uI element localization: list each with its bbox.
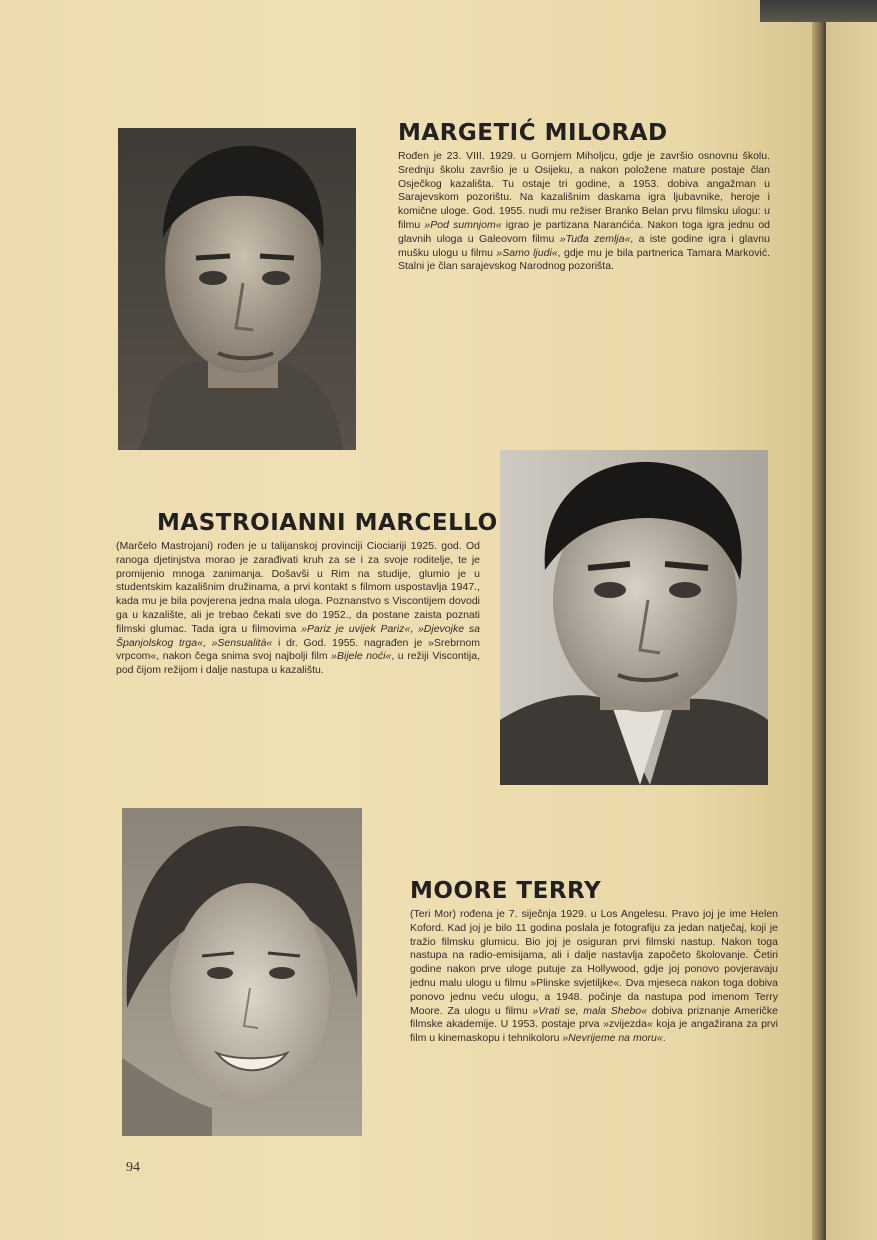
- film-title: »Pod sumnjom«: [424, 218, 502, 231]
- text-part: , u režiji Viscontija, pod čijom režijom i dalje nastupa u kazalištu.: [116, 650, 480, 677]
- page-number: 94: [126, 1160, 140, 1175]
- text-part: Rođen je 23. VIII. 1929. u Gornjem Miholjcu, gdje je završio osnovnu školu. Srednju školu završio je u Osijeku, a nakon položene mature postaje član Osječkog kazališta. Tu ostaje tri godine, a 1953. dobiva angažman u Sarajevskom pozorištu. Na kazališnim daskama igra ljubavnike, heroje i komične uloge. God. 1955. nudi mu režiser Branko Belan prvu filmsku ulogu: u filmu: [398, 150, 770, 231]
- next-page-edge: [826, 0, 877, 1240]
- portrait-man-dark-hair-icon: [118, 128, 356, 450]
- text-part: igrao je partizana Naranćića. Nakon toga igra jednu od glavnih uloga u Galeovom filmu: [398, 218, 771, 245]
- entry-title-moore: MOORE TERRY: [410, 878, 602, 904]
- film-title: »Tuđa zemlja«: [559, 232, 631, 245]
- text-part: ,: [202, 636, 212, 649]
- entry-title-margetic: MARGETIĆ MILORAD: [398, 120, 668, 146]
- entry-text-moore: [410, 908, 778, 1046]
- film-title: »Vrati se, mala Shebo«: [532, 1004, 647, 1017]
- text-part: dobiva priznanje Američke filmske akademije. U 1953. postaje prva »zvijezda« koja je angažirana za prvi film u kinemaskopu i tehnikoloru: [410, 1004, 779, 1045]
- text-part: ,: [410, 622, 418, 635]
- portrait-man-suit-icon: [500, 450, 768, 785]
- photo-margetic: [118, 128, 356, 450]
- page-corner-shadow: [760, 0, 877, 22]
- film-title: »Bijele noći«: [331, 650, 392, 663]
- photo-moore: [122, 808, 362, 1136]
- entry-text-margetic: [398, 150, 770, 274]
- text-part: , gdje mu je bila partnerica Tamara Marković. Stalni je član sarajevskog Narodnog pozorišta.: [398, 246, 771, 273]
- text-part: .: [662, 1032, 666, 1045]
- film-title: »Nevrijeme na moru«: [562, 1032, 663, 1045]
- text-part: , a iste godine igra i glavnu mušku ulogu u filmu: [398, 232, 770, 259]
- book-gutter: [812, 0, 826, 1240]
- text-part: (Teri Mor) rođena je 7. siječnja 1929. u Los Angelesu. Pravo joj je ime Helen Koford. Kad joj je bilo 11 godina poslala je fotografiju za jedan natječaj, koji je tražio filmsku glumicu. Bio joj je osiguran prvi filmski nastup. Nakon toga nastupa na radio-emisijama, ali i dalje nastavlja započeto školovanje. Četiri godine nakon prve uloge putuje za Hollywood, gdje joj ponovo povjeravaju jednu malu ulogu u filmu »Plinske svjetiljke«. Dva mjeseca nakon toga dobiva ponovo jednu veću ulogu, a 1948. počinje da nastupa pod imenom Terry Moore. Za ulogu u filmu: [410, 908, 778, 1017]
- entry-text-mastroianni: [116, 540, 480, 678]
- film-title: »Samo ljudi«: [496, 246, 558, 259]
- text-part: (Marčelo Mastrojani) rođen je u talijanskoj provinciji Ciociariji 1925. god. Od ranoga djetinjstva morao je zarađivati kruh za se i za svoje roditelje, te je promijenio mnoga zanimanja. Došavši u Rim na studije, glumio je u studentskim kazališnim družinama, a prvi kontakt s filmom uspostavlja 1947., kada mu je bila povjerena jedna mala uloga. Poznanstvo s Viscontijem dovodi ga u kazalište, ali je trebao čekati sve do 1952., da postane zaista poznati filmski glumac. Tada igra u filmovima: [116, 540, 480, 635]
- film-title: »Djevojke sa Španjolskog trga«: [116, 622, 480, 649]
- entry-title-mastroianni: MASTROIANNI MARCELLO: [157, 510, 498, 536]
- photo-mastroianni: [500, 450, 768, 785]
- film-title: »Pariz je uvijek Pariz«: [301, 622, 411, 635]
- film-title: »Sensualità«: [211, 636, 273, 649]
- portrait-woman-smiling-icon: [122, 808, 362, 1136]
- text-part: i dr. God. 1955. nagrađen je »Srebrnom vrpcom«, nakon čega snima svoj najbolji film: [116, 636, 480, 663]
